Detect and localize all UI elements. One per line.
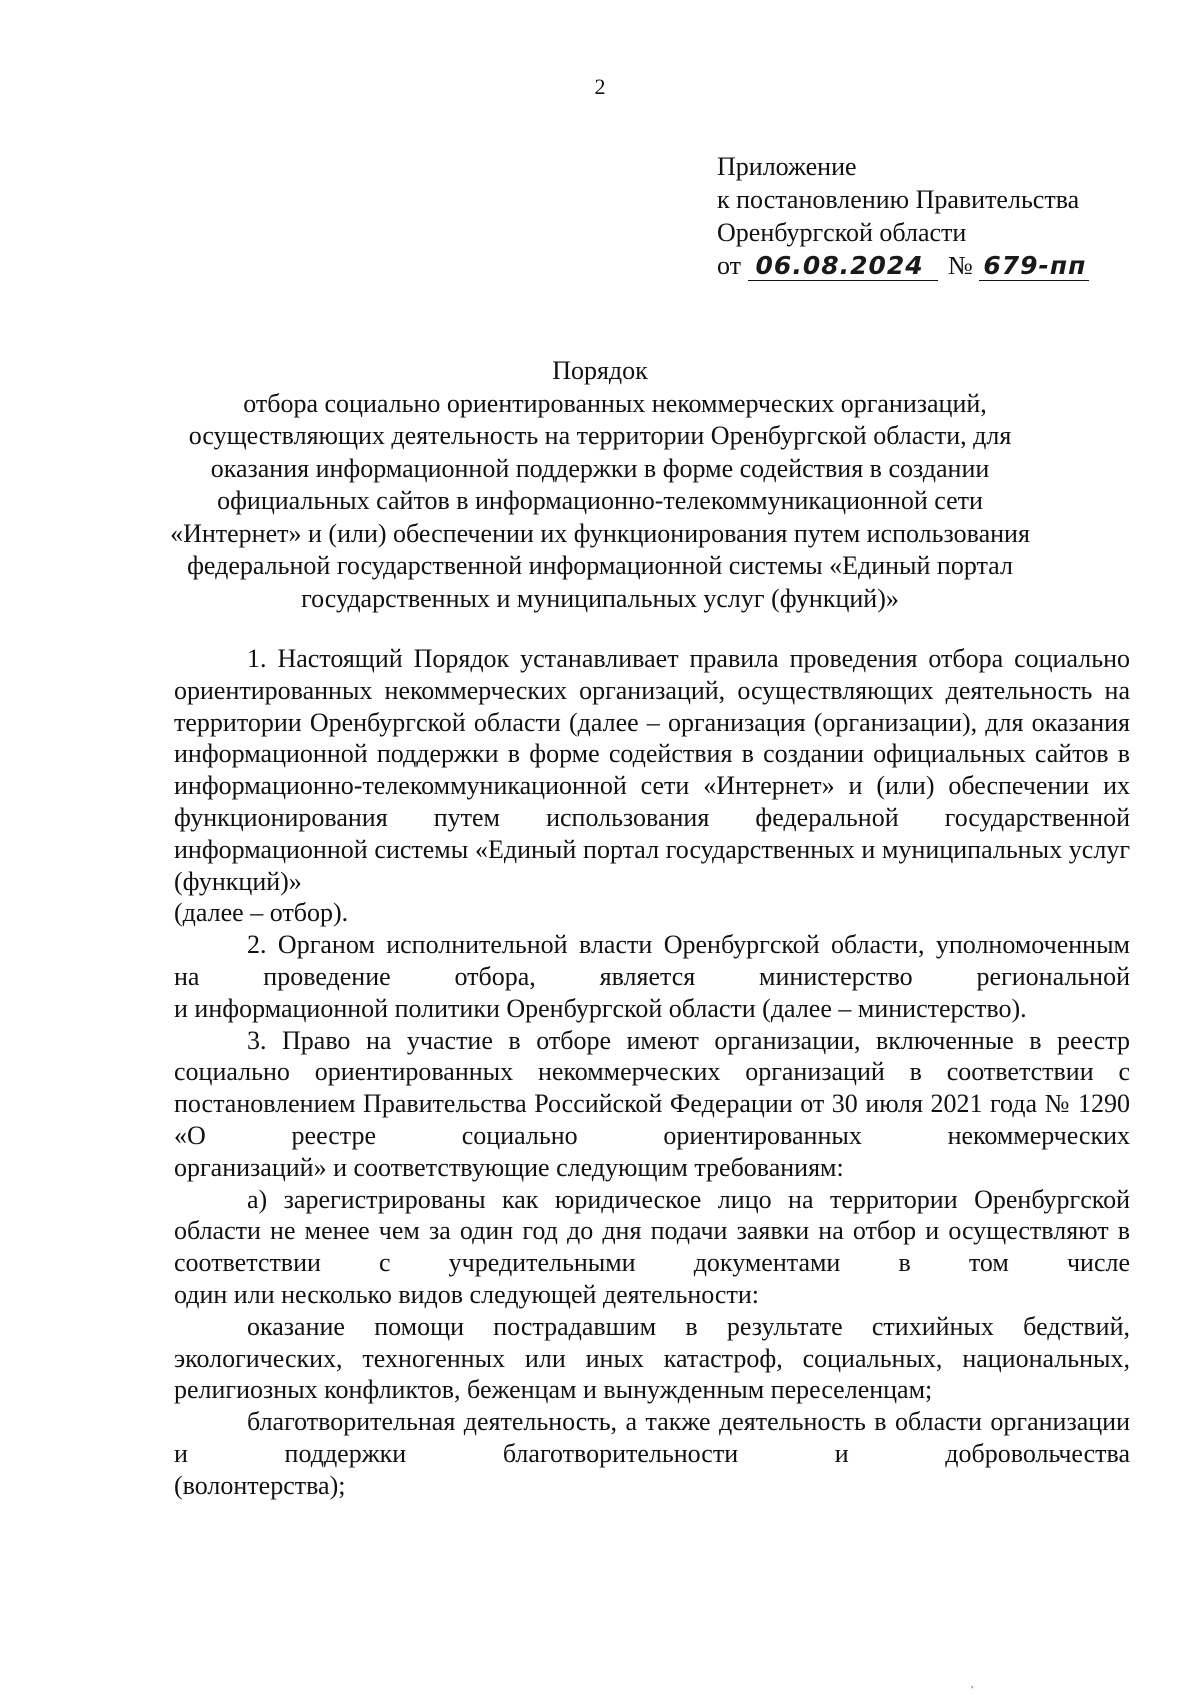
handwritten-number: 679-пп xyxy=(979,252,1089,281)
title-heading: Порядок xyxy=(552,356,648,385)
paragraph-tail: один или несколько видов следующей деятельности: xyxy=(174,1279,759,1309)
title-line: отбора социально ориентированных некоммерческих организаций, xyxy=(243,388,987,418)
scan-speck: ˏ xyxy=(969,1674,979,1690)
from-label: от xyxy=(717,251,742,280)
document-title xyxy=(0,355,1200,615)
paragraph-text: 3. Право на участие в отборе имеют организации, включенные в реестр социально ориентированных некоммерческих организаций в соответствии с постановлением Правительства Российской Федерации от 30 июля 2021 года № 1290 «О реестре социально ориентированных некоммерческих xyxy=(174,1025,1130,1150)
paragraph-text: а) зарегистрированы как юридическое лицо на территории Оренбургской области не менее чем за один год до дня подачи заявки на отбор и осуществляют в соответствии с учредительными документами в том числе xyxy=(174,1184,1130,1278)
paragraph-4 xyxy=(174,1184,1130,1311)
document-body xyxy=(174,643,1130,1502)
handwritten-date: 06.08.2024 xyxy=(748,252,938,281)
paragraph-2 xyxy=(174,929,1130,1024)
paragraph-tail: религиозных конфликтов, беженцам и вынужденным переселенцам; xyxy=(174,1375,933,1405)
paragraph-text: благотворительная деятельность, а также деятельность в области организации и поддержки благотворительности и добровольчества xyxy=(174,1407,1130,1468)
paragraph-tail: (далее – отбор). xyxy=(174,898,349,928)
paragraph-5 xyxy=(174,1311,1130,1406)
annex-date-line xyxy=(717,249,1089,282)
annex-reference: к постановлению Правительства xyxy=(717,185,1080,214)
annex-region: Оренбургской области xyxy=(717,218,967,247)
paragraph-tail: организаций» и соответствующие следующим требованиям: xyxy=(174,1152,844,1182)
title-line: осуществляющих деятельность на территории Оренбургской области, для xyxy=(188,421,1012,450)
annex-block xyxy=(717,150,1089,282)
paragraph-3 xyxy=(174,1025,1130,1184)
paragraph-tail: и информационной политики Оренбургской области (далее – министерство). xyxy=(174,993,1027,1023)
paragraph-6 xyxy=(174,1406,1130,1501)
title-line: оказания информационной поддержки в форме содействия в создании xyxy=(210,453,990,483)
number-sign: № xyxy=(948,251,973,280)
annex-title: Приложение xyxy=(717,152,857,181)
title-line: государственных и муниципальных услуг (функций)» xyxy=(301,583,899,613)
paragraph-1 xyxy=(174,643,1130,929)
paragraph-text: 1. Настоящий Порядок устанавливает правила проведения отбора социально ориентированных некоммерческих организаций, осуществляющих деятельность на территории Оренбургской области (далее – организация (организации), для оказания информационной поддержки в форме содействия в создании официальных сайтов в информационно-телекоммуникационной сети «Интернет» и (или) обеспечении их функционирования путем использования федеральной государственной информационной системы «Единый портал государственных и муниципальных услуг (функций)» xyxy=(174,644,1130,896)
title-line: федеральной государственной информационной системы «Единый портал xyxy=(187,551,1013,580)
paragraph-text: 2. Органом исполнительной власти Оренбургской области, уполномоченным на проведение отбора, является министерство региональной xyxy=(174,930,1130,991)
title-line: официальных сайтов в информационно-телекоммуникационной сети xyxy=(217,486,983,515)
title-line: «Интернет» и (или) обеспечении их функционирования путем использования xyxy=(170,518,1030,548)
page-number: 2 xyxy=(594,74,606,99)
paragraph-tail: (волонтерства); xyxy=(174,1470,346,1500)
paragraph-text: оказание помощи пострадавшим в результате стихийных бедствий, экологических, техногенных или иных катастроф, социальных, национальных, xyxy=(174,1311,1130,1373)
